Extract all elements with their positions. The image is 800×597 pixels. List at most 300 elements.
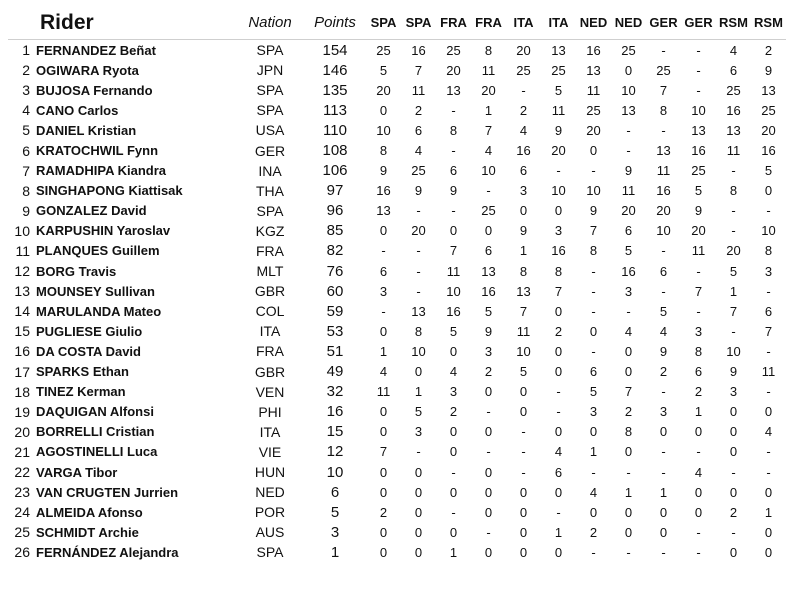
round-result-cell: 0 (659, 524, 668, 540)
table-row (8, 261, 786, 281)
round-result-cell: 25 (446, 42, 461, 58)
table-row (8, 161, 786, 181)
round-result-cell: 1 (484, 102, 493, 118)
nation-cell: ITA (259, 423, 281, 440)
points-cell: 6 (330, 483, 340, 501)
points-cell: 108 (322, 142, 348, 160)
round-result-cell: 0 (449, 424, 458, 440)
points-cell: 76 (326, 262, 344, 280)
round-result-cell: 0 (519, 203, 528, 219)
round-result-cell: - (696, 524, 701, 540)
points-cell: 110 (323, 121, 347, 139)
round-header: GER (646, 6, 681, 40)
table-row (8, 382, 786, 402)
round-result-cell: 16 (656, 183, 671, 199)
round-result-cell: 5 (624, 243, 633, 259)
round-result-cell: 2 (729, 504, 738, 520)
round-result-cell: 0 (589, 143, 598, 159)
nation-cell: USA (255, 122, 285, 139)
points-cell: 135 (322, 81, 348, 99)
round-result-cell: 3 (589, 404, 598, 420)
nation-cell: THA (256, 182, 284, 199)
points-cell: 49 (326, 363, 344, 381)
nation-cell: AUS (255, 524, 285, 541)
round-result-cell: 0 (484, 384, 493, 400)
rider-name-cell: SCHMIDT Archie (36, 524, 139, 540)
round-result-cell: - (661, 122, 666, 138)
round-result-cell: 0 (414, 464, 423, 480)
round-result-cell: 6 (624, 223, 633, 239)
round-result-cell: 11 (656, 163, 671, 179)
round-result-cell: 6 (694, 364, 703, 380)
round-result-cell: 0 (484, 424, 493, 440)
round-result-cell: - (521, 424, 526, 440)
rider-name-cell: SPARKS Ethan (36, 364, 129, 380)
table-row (8, 341, 786, 361)
nation-cell: NED (255, 484, 285, 501)
round-result-cell: - (626, 122, 631, 138)
table-row (8, 542, 786, 562)
round-result-cell: 13 (656, 143, 671, 159)
round-result-cell: 20 (656, 203, 671, 219)
round-result-cell: 11 (516, 323, 531, 339)
nation-cell: SPA (256, 102, 284, 119)
round-result-cell: 10 (481, 163, 496, 179)
position-cell: 4 (22, 102, 30, 119)
round-result-cell: - (591, 544, 596, 560)
round-result-cell: - (731, 524, 736, 540)
round-result-cell: - (661, 283, 666, 299)
round-result-cell: - (731, 203, 736, 219)
round-result-cell: 6 (729, 62, 738, 78)
rider-name-cell: ALMEIDA Afonso (36, 504, 143, 520)
round-result-cell: 0 (729, 444, 738, 460)
round-header: ITA (506, 6, 541, 40)
round-result-cell: - (591, 163, 596, 179)
round-result-cell: 13 (691, 122, 706, 138)
table-row (8, 301, 786, 321)
round-header: SPA (401, 6, 436, 40)
round-result-cell: 7 (764, 323, 773, 339)
rider-name-cell: BORRELLI Cristian (36, 424, 155, 440)
round-result-cell: 1 (589, 444, 598, 460)
round-result-cell: 3 (694, 323, 703, 339)
round-result-cell: 13 (516, 283, 531, 299)
round-header: NED (576, 6, 611, 40)
round-result-cell: - (766, 283, 771, 299)
round-result-cell: 10 (621, 82, 636, 98)
round-result-cell: 7 (519, 303, 528, 319)
round-result-cell: - (521, 464, 526, 480)
table-row (8, 321, 786, 341)
round-result-cell: - (591, 263, 596, 279)
round-result-cell: 0 (589, 504, 598, 520)
round-result-cell: 2 (659, 364, 668, 380)
round-header: GER (681, 6, 716, 40)
round-result-cell: 11 (761, 364, 776, 380)
round-result-cell: 1 (659, 484, 668, 500)
round-result-cell: 0 (379, 464, 388, 480)
round-result-cell: 25 (376, 42, 391, 58)
points-cell: 16 (326, 403, 344, 421)
position-cell: 19 (14, 403, 30, 420)
nation-cell: VEN (255, 383, 285, 400)
round-result-cell: 6 (764, 303, 773, 319)
round-result-cell: 11 (691, 243, 706, 259)
points-cell: 106 (322, 162, 348, 180)
nation-cell: MLT (256, 263, 284, 280)
round-result-cell: 0 (414, 364, 423, 380)
position-cell: 21 (14, 443, 30, 460)
rider-name-cell: AGOSTINELLI Luca (36, 444, 158, 460)
round-result-cell: - (626, 544, 631, 560)
round-result-cell: 0 (519, 384, 528, 400)
table-row (8, 502, 786, 522)
round-result-cell: 0 (554, 343, 563, 359)
round-result-cell: 20 (516, 42, 531, 58)
round-result-cell: - (451, 143, 456, 159)
round-result-cell: 13 (481, 263, 496, 279)
round-result-cell: 25 (761, 102, 776, 118)
table-row (8, 422, 786, 442)
round-result-cell: 20 (586, 122, 601, 138)
points-cell: 59 (326, 302, 344, 320)
round-result-cell: - (731, 464, 736, 480)
round-result-cell: 0 (379, 102, 388, 118)
round-result-cell: - (451, 203, 456, 219)
table-row (8, 442, 786, 462)
round-result-cell: - (486, 404, 491, 420)
round-result-cell: 20 (761, 122, 776, 138)
round-result-cell: 0 (379, 404, 388, 420)
round-result-cell: - (766, 343, 771, 359)
round-result-cell: 0 (694, 484, 703, 500)
round-header: RSM (751, 6, 786, 40)
round-result-cell: 11 (376, 384, 391, 400)
round-result-cell: 9 (484, 323, 493, 339)
round-result-cell: 13 (411, 303, 426, 319)
round-result-cell: 4 (554, 444, 563, 460)
round-result-cell: 0 (519, 404, 528, 420)
table-row (8, 120, 786, 140)
round-result-cell: 3 (764, 263, 773, 279)
round-result-cell: - (661, 384, 666, 400)
table-row (8, 60, 786, 80)
round-result-cell: 5 (729, 263, 738, 279)
round-result-cell: 3 (554, 223, 563, 239)
round-result-cell: - (696, 544, 701, 560)
rider-name-cell: KRATOCHWIL Fynn (36, 143, 159, 159)
round-result-cell: 8 (449, 122, 458, 138)
rider-name-cell: DAQUIGAN Alfonsi (36, 404, 154, 420)
round-result-cell: - (381, 303, 386, 319)
position-cell: 22 (14, 464, 30, 481)
round-result-cell: 8 (694, 343, 703, 359)
round-result-cell: 11 (586, 82, 601, 98)
rider-name-cell: MARULANDA Mateo (36, 303, 162, 319)
round-result-cell: - (696, 82, 701, 98)
round-result-cell: 0 (449, 223, 458, 239)
round-result-cell: 8 (589, 243, 598, 259)
round-result-cell: 2 (589, 524, 598, 540)
round-result-cell: 25 (551, 62, 566, 78)
round-result-cell: 5 (449, 323, 458, 339)
round-result-cell: 7 (694, 283, 703, 299)
position-cell: 20 (14, 423, 30, 440)
round-result-cell: 2 (519, 102, 528, 118)
position-cell: 8 (22, 182, 30, 199)
round-result-cell: 8 (484, 42, 493, 58)
round-result-cell: 10 (761, 223, 776, 239)
round-result-cell: 0 (659, 424, 668, 440)
position-cell: 14 (14, 303, 30, 320)
rider-name-cell: BUJOSA Fernando (36, 82, 153, 98)
round-result-cell: 20 (691, 223, 706, 239)
round-result-cell: 8 (729, 183, 738, 199)
round-result-cell: - (451, 504, 456, 520)
round-result-cell: - (591, 464, 596, 480)
round-result-cell: 0 (764, 524, 773, 540)
round-result-cell: 5 (379, 62, 388, 78)
round-result-cell: 5 (659, 303, 668, 319)
round-result-cell: 25 (411, 163, 426, 179)
round-result-cell: 4 (729, 42, 738, 58)
round-result-cell: - (556, 163, 561, 179)
round-result-cell: 25 (621, 42, 636, 58)
round-result-cell: 0 (764, 544, 773, 560)
points-cell: 154 (322, 41, 348, 59)
points-cell: 97 (326, 182, 344, 200)
standings-body (8, 40, 786, 563)
round-result-cell: 2 (624, 404, 633, 420)
round-result-cell: 0 (519, 484, 528, 500)
round-result-cell: 3 (449, 384, 458, 400)
rider-name-cell: FERNANDEZ Beñat (36, 42, 156, 58)
round-result-cell: 8 (414, 323, 423, 339)
table-row (8, 40, 786, 61)
round-result-cell: - (556, 384, 561, 400)
round-result-cell: 1 (729, 283, 738, 299)
round-result-cell: 16 (411, 42, 426, 58)
round-result-cell: 3 (414, 424, 423, 440)
rider-header: Rider (8, 6, 236, 40)
table-row (8, 221, 786, 241)
round-result-cell: - (416, 203, 421, 219)
position-cell: 6 (22, 142, 30, 159)
round-result-cell: 8 (764, 243, 773, 259)
round-result-cell: 0 (624, 364, 633, 380)
round-result-cell: 13 (376, 203, 391, 219)
rider-name-cell: PUGLIESE Giulio (36, 323, 143, 339)
round-result-cell: 4 (624, 323, 633, 339)
round-result-cell: 6 (414, 122, 423, 138)
points-cell: 32 (326, 383, 344, 401)
table-row (8, 362, 786, 382)
round-result-cell: 0 (379, 223, 388, 239)
round-result-cell: 3 (519, 183, 528, 199)
rider-name-cell: DA COSTA David (36, 343, 141, 359)
round-result-cell: - (661, 243, 666, 259)
round-result-cell: 20 (411, 223, 426, 239)
round-result-cell: 4 (764, 424, 773, 440)
round-result-cell: 7 (624, 384, 633, 400)
round-result-cell: 10 (376, 122, 391, 138)
round-result-cell: 16 (481, 283, 496, 299)
points-cell: 82 (326, 242, 344, 260)
round-result-cell: 16 (691, 143, 706, 159)
round-result-cell: - (381, 243, 386, 259)
round-result-cell: - (661, 42, 666, 58)
position-cell: 9 (22, 202, 30, 219)
round-result-cell: - (591, 343, 596, 359)
round-result-cell: - (486, 444, 491, 460)
round-result-cell: 0 (379, 544, 388, 560)
nation-cell: POR (254, 504, 286, 521)
round-result-cell: 13 (446, 82, 461, 98)
round-result-cell: - (766, 464, 771, 480)
round-result-cell: 0 (624, 62, 633, 78)
round-result-cell: 3 (484, 343, 493, 359)
table-row (8, 462, 786, 482)
nation-cell: SPA (256, 202, 284, 219)
round-result-cell: 0 (729, 544, 738, 560)
rider-name-cell: VARGA Tibor (36, 464, 118, 480)
nation-cell: FRA (256, 242, 284, 259)
round-result-cell: 0 (554, 203, 563, 219)
round-result-cell: 25 (656, 62, 671, 78)
nation-cell: KGZ (255, 222, 285, 239)
round-result-cell: 4 (694, 464, 703, 480)
position-cell: 13 (14, 283, 30, 300)
header-row (8, 6, 786, 40)
round-result-cell: - (556, 504, 561, 520)
round-header: ITA (541, 6, 576, 40)
round-result-cell: 1 (624, 484, 633, 500)
round-result-cell: 25 (691, 163, 706, 179)
position-cell: 5 (22, 122, 30, 139)
round-result-cell: 5 (519, 364, 528, 380)
round-result-cell: - (416, 263, 421, 279)
table-row (8, 80, 786, 100)
position-cell: 11 (15, 242, 30, 259)
round-header: FRA (436, 6, 471, 40)
round-result-cell: 10 (411, 343, 426, 359)
round-result-cell: 3 (729, 384, 738, 400)
round-result-cell: 0 (519, 524, 528, 540)
table-row (8, 140, 786, 160)
round-result-cell: 0 (624, 343, 633, 359)
round-result-cell: 0 (764, 404, 773, 420)
points-header: Points (304, 6, 366, 40)
points-cell: 10 (326, 463, 344, 481)
round-result-cell: 0 (554, 424, 563, 440)
round-result-cell: 0 (449, 343, 458, 359)
position-cell: 3 (22, 82, 30, 99)
round-result-cell: - (696, 444, 701, 460)
round-result-cell: 9 (414, 183, 423, 199)
round-result-cell: 3 (379, 283, 388, 299)
round-result-cell: 20 (621, 203, 636, 219)
round-result-cell: 11 (621, 183, 636, 199)
round-result-cell: 0 (554, 364, 563, 380)
position-cell: 17 (14, 363, 30, 380)
round-result-cell: - (696, 42, 701, 58)
round-result-cell: 4 (519, 122, 528, 138)
round-result-cell: - (696, 263, 701, 279)
round-result-cell: 8 (379, 143, 388, 159)
round-result-cell: 2 (764, 42, 773, 58)
round-result-cell: 10 (446, 283, 461, 299)
position-cell: 25 (14, 524, 30, 541)
round-result-cell: 7 (554, 283, 563, 299)
round-result-cell: 0 (379, 484, 388, 500)
nation-cell: HUN (254, 464, 286, 481)
rider-name-cell: VAN CRUGTEN Jurrien (36, 484, 179, 500)
round-result-cell: 0 (379, 323, 388, 339)
rider-name-cell: SINGHAPONG Kiattisak (36, 183, 183, 199)
round-result-cell: 6 (554, 464, 563, 480)
round-result-cell: 0 (414, 544, 423, 560)
round-result-cell: 9 (519, 223, 528, 239)
round-result-cell: 7 (449, 243, 458, 259)
round-result-cell: 25 (516, 62, 531, 78)
round-result-cell: 8 (659, 102, 668, 118)
round-result-cell: 0 (484, 464, 493, 480)
round-result-cell: - (766, 444, 771, 460)
round-result-cell: 25 (481, 203, 496, 219)
round-result-cell: - (486, 524, 491, 540)
rider-name-cell: MOUNSEY Sullivan (36, 283, 155, 299)
round-result-cell: 2 (379, 504, 388, 520)
round-result-cell: 16 (761, 143, 776, 159)
round-result-cell: 7 (379, 444, 388, 460)
round-result-cell: - (766, 203, 771, 219)
position-cell: 10 (14, 222, 30, 239)
round-result-cell: 6 (659, 263, 668, 279)
table-row (8, 181, 786, 201)
round-result-cell: - (661, 444, 666, 460)
rider-name-cell: GONZALEZ David (36, 203, 147, 219)
points-cell: 60 (326, 282, 344, 300)
round-result-cell: 13 (551, 42, 566, 58)
round-result-cell: 9 (379, 163, 388, 179)
round-result-cell: 7 (414, 62, 423, 78)
round-result-cell: 9 (659, 343, 668, 359)
round-result-cell: 7 (589, 223, 598, 239)
round-result-cell: 0 (764, 484, 773, 500)
round-result-cell: 6 (589, 364, 598, 380)
round-result-cell: 4 (484, 143, 493, 159)
points-cell: 96 (326, 202, 344, 220)
rider-name-cell: PLANQUES Guillem (36, 243, 160, 259)
round-result-cell: 9 (694, 203, 703, 219)
round-header: SPA (366, 6, 401, 40)
round-result-cell: 16 (621, 263, 636, 279)
round-result-cell: - (766, 384, 771, 400)
round-result-cell: 0 (379, 424, 388, 440)
round-result-cell: 0 (729, 404, 738, 420)
round-result-cell: 0 (729, 484, 738, 500)
round-result-cell: 16 (726, 102, 741, 118)
position-cell: 7 (22, 162, 30, 179)
rider-name-cell: KARPUSHIN Yaroslav (36, 223, 171, 239)
table-row (8, 281, 786, 301)
round-result-cell: 1 (379, 343, 388, 359)
rider-name-cell: DANIEL Kristian (36, 122, 137, 138)
round-result-cell: 0 (484, 544, 493, 560)
round-result-cell: 2 (414, 102, 423, 118)
round-result-cell: 20 (446, 62, 461, 78)
